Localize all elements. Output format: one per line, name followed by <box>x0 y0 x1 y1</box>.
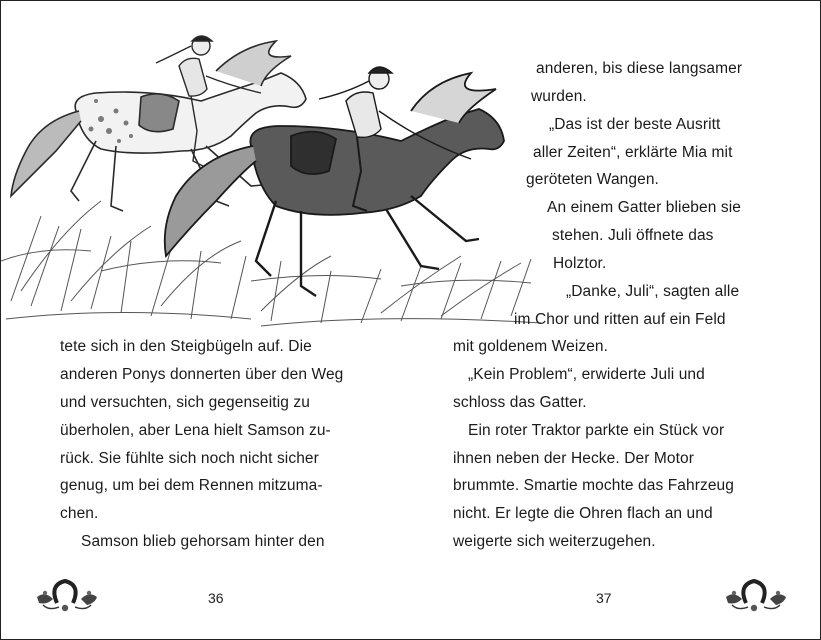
right-text-line: schloss das Gatter. <box>453 394 587 411</box>
right-text-line: stehen. Juli öffnete das <box>552 227 714 244</box>
right-text-line: weigerte sich weiterzugehen. <box>453 533 656 550</box>
horseshoe-ornament-icon <box>724 575 788 615</box>
right-text-line: wurden. <box>531 88 587 105</box>
right-text-line: nicht. Er legte die Ohren flach an und <box>453 505 713 522</box>
left-text-line: überholen, aber Lena hielt Samson zu- <box>60 422 331 439</box>
page-number-left: 36 <box>208 590 224 606</box>
right-text-line: anderen, bis diese langsamer <box>536 60 743 77</box>
right-text-line: geröteten Wangen. <box>526 171 659 188</box>
right-text-line: Ein roter Traktor parkte ein Stück vor <box>468 422 725 439</box>
galloping-ponies-illustration <box>1 1 561 331</box>
right-text-line: „Danke, Juli“, sagten alle <box>566 283 740 300</box>
left-text-line: Samson blieb gehorsam hinter den <box>81 533 325 550</box>
right-text-line: mit goldenem Weizen. <box>453 338 609 355</box>
horseshoe-ornament-icon <box>35 575 99 615</box>
page-number-right: 37 <box>596 590 612 606</box>
right-text-line: An einem Gatter blieben sie <box>547 199 741 216</box>
right-text-line: „Kein Problem“, erwiderte Juli und <box>468 366 705 383</box>
left-text-line: tete sich in den Steigbügeln auf. Die <box>60 338 312 355</box>
right-text-line: Holztor. <box>553 255 607 272</box>
left-text-line: anderen Ponys donnerten über den Weg <box>60 366 344 383</box>
right-text-line: ihnen neben der Hecke. Der Motor <box>453 450 694 467</box>
right-text-line: „Das ist der beste Ausritt <box>549 116 721 133</box>
right-text-line: im Chor und ritten auf ein Feld <box>514 311 726 328</box>
left-text-line: und versuchten, sich gegenseitig zu <box>60 394 310 411</box>
left-text-line: rück. Sie fühlte sich noch nicht sicher <box>60 450 319 467</box>
right-text-line: aller Zeiten“, erklärte Mia mit <box>533 144 733 161</box>
left-text-line: chen. <box>60 505 99 522</box>
left-text-line: genug, um bei dem Rennen mitzuma- <box>60 477 323 494</box>
right-text-line: brummte. Smartie mochte das Fahrzeug <box>453 477 734 494</box>
